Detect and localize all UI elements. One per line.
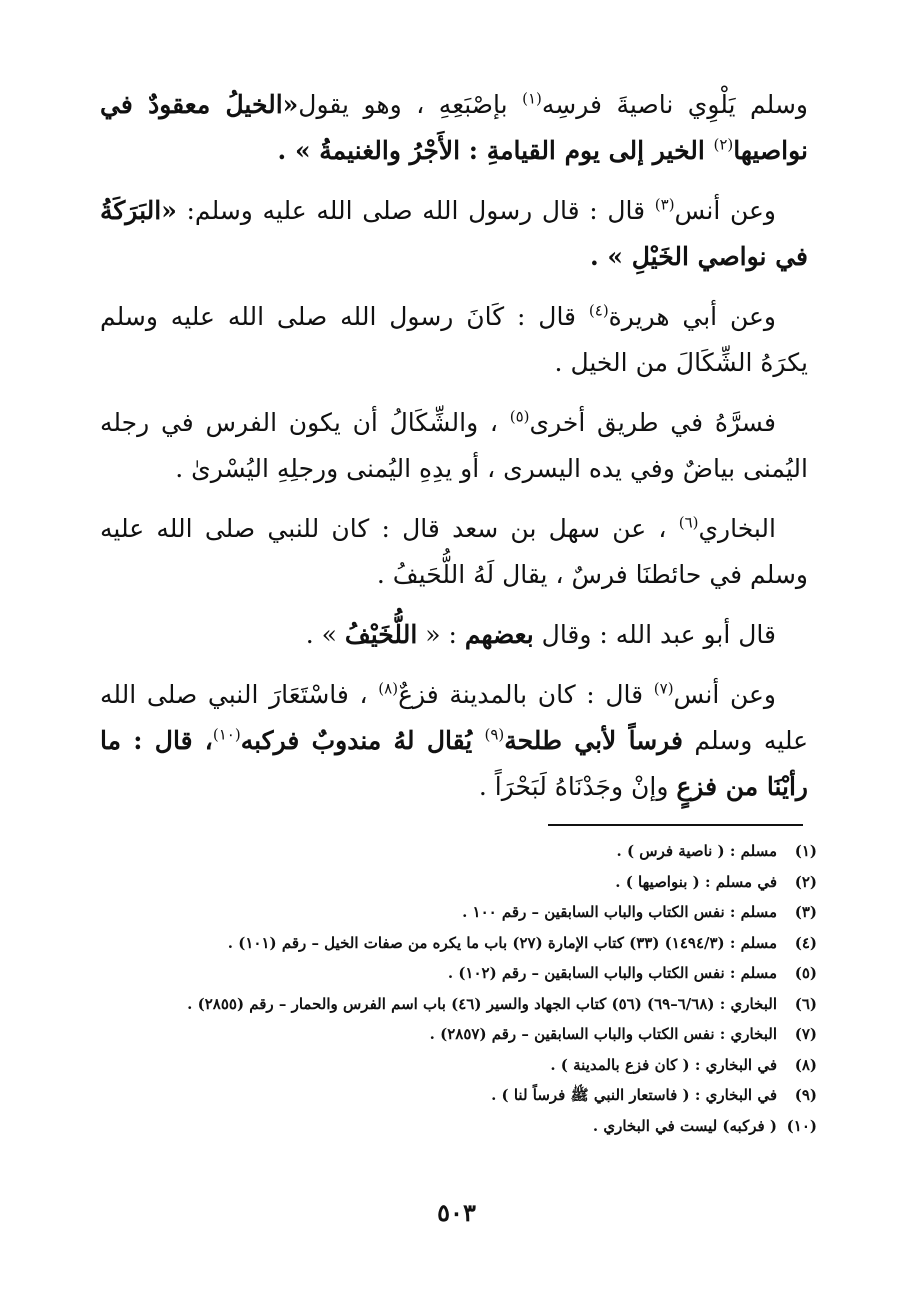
footnote-ref: (٨): [378, 679, 399, 698]
text-segment: ، فاسْتَعَارَ النبي صلى الله عليه وسلم: [100, 680, 809, 755]
footnote-text: البخاري : (٦/٦٨–٦٩) (٥٦) كتاب الجهاد والسير (٤٦) باب اسم الفرس والحمار – رقم (٢٨٥٥) .: [187, 994, 777, 1013]
footnote-text: في البخاري : ( فاستعار النبي ﷺ فرساً لنا ) .: [491, 1086, 777, 1104]
footnote-item: [100, 989, 817, 1020]
footnote-number: (١٠): [786, 1116, 817, 1135]
paragraph-7: [100, 672, 808, 810]
footnote-ref: (٥): [509, 407, 530, 426]
footnote-ref: (١٠): [212, 725, 241, 744]
text-segment-bold: يُقال لهُ مندوبٌ فركبه: [240, 726, 485, 755]
hadith-quote: «الخيلُ معقودٌ في نواصيها: [100, 90, 808, 165]
footnote-item: [100, 1050, 817, 1081]
text-segment-bold: فرساً لأبي طلحة: [504, 726, 683, 755]
footnote-text: في مسلم : ( بنواصيها ) .: [615, 872, 777, 891]
footnote-item: [100, 928, 817, 959]
footnote-number: (٧): [794, 1025, 817, 1043]
footnote-item: [100, 1019, 817, 1050]
footnote-ref: (٣): [654, 195, 675, 214]
paragraph-2: [100, 188, 808, 280]
paragraph-4: [100, 400, 808, 492]
paragraph-3: [100, 294, 808, 386]
footnote-text: مسلم : نفس الكتاب والباب السابقين – رقم ١٠٠ .: [462, 903, 777, 921]
footnote-ref: (٢): [713, 135, 734, 154]
text-segment: قال : قال رسول الله صلى الله عليه وسلم:: [176, 196, 655, 225]
footnote-item: [100, 1111, 817, 1142]
footnote-number: (٣): [794, 903, 817, 921]
text-segment-bold: اللُّخَيْفُ: [344, 620, 418, 649]
paragraph-5: [100, 506, 808, 598]
text-segment: قال : كان بالمدينة فزعٌ: [398, 680, 654, 709]
text-segment: وإنْ وجَدْنَاهُ لَبَحْرَاً .: [478, 772, 677, 801]
text-segment: قال أبو عبد الله : وقال: [533, 620, 776, 649]
footnote-text: مسلم : (١٤٩٤/٣) (٣٣) كتاب الإمارة (٢٧) باب ما يكره من صفات الخيل – رقم (١٠١) .: [227, 933, 777, 952]
footnote-separator: [548, 824, 803, 826]
footnote-text: البخاري : نفس الكتاب والباب السابقين – رقم (٢٨٥٧) .: [429, 1025, 777, 1043]
footnote-item: [100, 867, 817, 898]
footnote-text: مسلم : ( ناصية فرس ) .: [616, 842, 777, 860]
hadith-quote: «البَرَكَةُ في نواصي الخَيْلِ » .: [100, 196, 808, 271]
footnote-item: [100, 1080, 817, 1111]
footnote-item: [100, 836, 817, 867]
footnotes: [100, 836, 817, 1141]
text-segment: قال : كَانَ رسول الله صلى الله عليه وسلم يكرَهُ الشِّكَالَ من الخيل .: [100, 302, 808, 377]
text-segment-bold: ، قال : ما رأيْنَا من فزعٍ: [100, 726, 808, 801]
paragraph-6: [100, 612, 808, 658]
text-segment: » .: [305, 620, 345, 649]
footnote-item: [100, 958, 817, 989]
footnote-number: (٨): [794, 1055, 817, 1074]
text-segment: البخاري: [698, 514, 776, 543]
footnote-number: (٦): [794, 994, 817, 1013]
footnote-number: (٢): [794, 872, 817, 891]
footnote-text: ( فركبه) ليست في البخاري .: [592, 1116, 777, 1135]
footnote-ref: (١): [522, 89, 542, 108]
footnote-number: (٥): [794, 964, 817, 982]
text-segment: : «: [417, 620, 465, 649]
text-segment: وعن أبي هريرة: [608, 302, 777, 331]
text-segment: بإصْبَعِهِ ، وهو يقول: [298, 90, 523, 119]
footnote-number: (١): [794, 842, 817, 860]
footnote-text: مسلم : نفس الكتاب والباب السابقين – رقم (١٠٢) .: [447, 964, 777, 982]
paragraph-1: [100, 82, 808, 174]
text-segment-bold: بعضهم: [464, 620, 534, 649]
text-segment: ، والشِّكَالُ أن يكون الفرس في رجله اليُمنى بياضٌ وفي يده اليسرى ، أو يدِهِ اليُمنى ورجلِهِ اليُسْرىٰ .: [100, 408, 808, 483]
text-segment: وسلم يَلْوِي ناصيةَ فرسِه: [541, 90, 808, 119]
text-segment: فسرَّهُ في طريق أخرى: [529, 408, 776, 437]
page-number: ٥٠٣: [437, 1198, 476, 1227]
footnote-ref: (٧): [653, 679, 674, 698]
footnote-ref: (٤): [588, 301, 609, 320]
main-text: [100, 82, 808, 824]
text-segment: وعن أنس: [674, 196, 777, 225]
footnote-number: (٩): [794, 1086, 817, 1104]
hadith-quote: الخير إلى يوم القيامةِ : الأَجْرُ والغنيمةُ » .: [277, 136, 714, 165]
footnote-item: [100, 897, 817, 928]
text-segment: ، عن سهل بن سعد قال : كان للنبي صلى الله عليه وسلم في حائطنَا فرسٌ ، يقال لَهُ اللُّحَيفُ .: [100, 514, 808, 589]
footnote-ref: (٩): [484, 725, 505, 744]
footnote-text: في البخاري : ( كان فزع بالمدينة ) .: [550, 1055, 777, 1074]
text-segment: وعن أنس: [673, 680, 777, 709]
footnote-ref: (٦): [678, 513, 699, 532]
footnote-number: (٤): [794, 933, 817, 952]
